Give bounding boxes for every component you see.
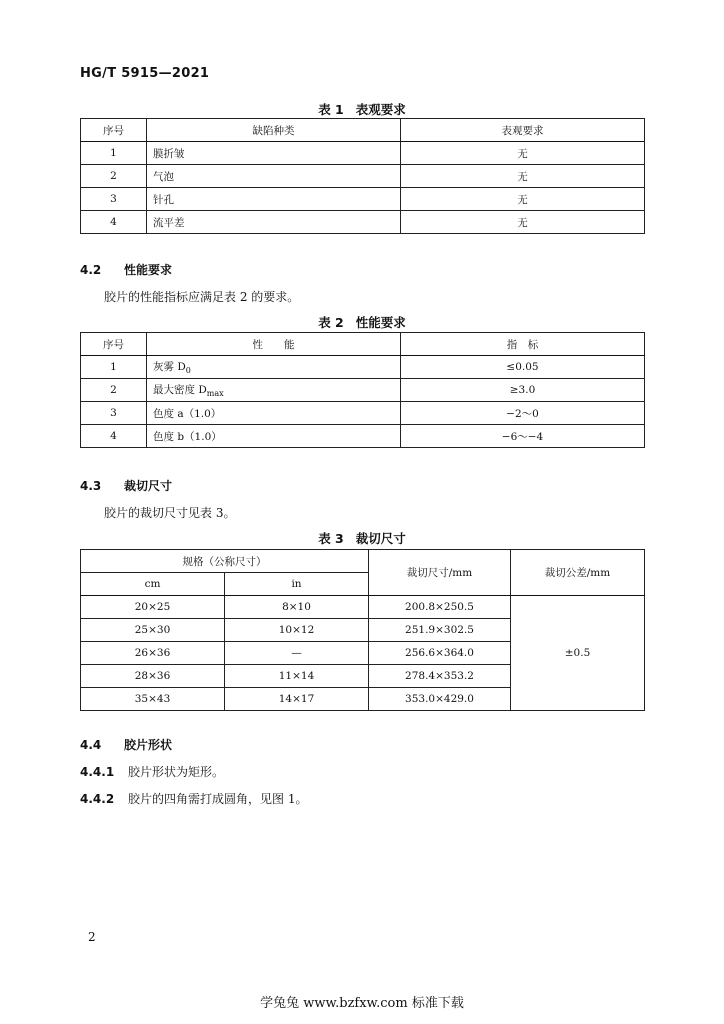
table3-header-in: in [225, 573, 369, 596]
table2-cell-no: 4 [81, 425, 147, 448]
table2-cell-prop [147, 379, 401, 402]
table-row [81, 165, 645, 188]
table3-cell-size: 200.8×250.5 [369, 596, 511, 619]
table3-cell-size: 251.9×302.5 [369, 619, 511, 642]
section-number: 4.2 [80, 263, 102, 277]
table3-header-cm: cm [81, 573, 225, 596]
table3-caption [0, 529, 724, 547]
prop-subscript: 0 [185, 366, 191, 376]
section-4-2-heading [80, 261, 172, 278]
section-title: 裁切尺寸 [124, 479, 173, 493]
table2-cell-prop: 色度 b（1.0） [147, 425, 401, 448]
table2-header-value: 指 标 [401, 333, 645, 356]
table1-header-no: 序号 [81, 119, 147, 142]
subsection-number: 4.4.2 [80, 792, 115, 806]
table1-cell-no: 2 [81, 165, 147, 188]
table2-cell-no: 3 [81, 402, 147, 425]
table2-header-no: 序号 [81, 333, 147, 356]
table2-cell-prop [147, 356, 401, 379]
table1-cell-defect: 流平差 [147, 211, 401, 234]
table-row [81, 596, 645, 619]
table3-cell-size: 353.0×429.0 [369, 688, 511, 711]
table-row [81, 425, 645, 448]
table-row [81, 188, 645, 211]
table1-cell-req: 无 [401, 142, 645, 165]
table2-header-row [81, 333, 645, 356]
table3-header-spec: 规格（公称尺寸） [81, 550, 369, 573]
table3-cell-cm: 25×30 [81, 619, 225, 642]
table3-header-row-1 [81, 550, 645, 573]
section-title: 性能要求 [124, 263, 173, 277]
table3-cell-size: 278.4×353.2 [369, 665, 511, 688]
table1-cell-req: 无 [401, 165, 645, 188]
subsection-4-4-1 [80, 763, 224, 780]
section-4-3-heading [80, 477, 172, 494]
section-4-4-heading [80, 736, 172, 753]
table-row [81, 356, 645, 379]
table3-cell-in: 10×12 [225, 619, 369, 642]
table1-cell-no: 1 [81, 142, 147, 165]
table2-cell-value: ≤0.05 [401, 356, 645, 379]
table-row [81, 402, 645, 425]
table-row [81, 142, 645, 165]
table2-cell-value: ≥3.0 [401, 379, 645, 402]
table2-cell-no: 2 [81, 379, 147, 402]
table1-header-req: 表观要求 [401, 119, 645, 142]
table2-header-prop: 性 能 [147, 333, 401, 356]
footer-watermark: 学兔兔 www.bzfxw.com 标准下载 [260, 996, 464, 1011]
prop-subscript: max [206, 389, 224, 399]
document-code: HG/T 5915—2021 [80, 66, 210, 81]
table3-cell-cm: 35×43 [81, 688, 225, 711]
table1-cell-req: 无 [401, 188, 645, 211]
table2-cell-no: 1 [81, 356, 147, 379]
table1-cell-defect: 气泡 [147, 165, 401, 188]
table1-cell-req: 无 [401, 211, 645, 234]
table2-cell-prop: 色度 a（1.0） [147, 402, 401, 425]
table3-cell-in: 14×17 [225, 688, 369, 711]
table1-caption-num: 表 1 [318, 102, 344, 117]
table-row [81, 211, 645, 234]
table3-cell-tolerance: ±0.5 [511, 596, 645, 711]
section-4-3-paragraph: 胶片的裁切尺寸见表 3。 [104, 506, 236, 520]
subsection-text: 胶片的四角需打成圆角，见图 1。 [128, 792, 308, 806]
table2-caption [0, 313, 724, 331]
table1-cell-no: 4 [81, 211, 147, 234]
prop-text: 灰雾 D [153, 360, 186, 373]
table1 [80, 118, 645, 234]
table3-cell-cm: 20×25 [81, 596, 225, 619]
table2-cell-value: −6～−4 [401, 425, 645, 448]
section-4-2-paragraph: 胶片的性能指标应满足表 2 的要求。 [104, 290, 300, 304]
table2-caption-num: 表 2 [318, 315, 344, 330]
table2-caption-title: 性能要求 [355, 315, 406, 330]
table3-cell-in: — [225, 642, 369, 665]
table3-cell-in: 11×14 [225, 665, 369, 688]
table3-cell-cm: 28×36 [81, 665, 225, 688]
table1-cell-no: 3 [81, 188, 147, 211]
table3-header-size: 裁切尺寸/mm [369, 550, 511, 596]
page-number: 2 [88, 930, 96, 944]
table3 [80, 549, 645, 711]
section-number: 4.3 [80, 479, 102, 493]
table1-caption [0, 100, 724, 118]
table3-cell-in: 8×10 [225, 596, 369, 619]
table-row [81, 379, 645, 402]
prop-text: 最大密度 D [153, 383, 207, 396]
table1-header-defect: 缺陷种类 [147, 119, 401, 142]
table1-cell-defect: 针孔 [147, 188, 401, 211]
subsection-4-4-2 [80, 790, 307, 807]
table3-cell-size: 256.6×364.0 [369, 642, 511, 665]
table2 [80, 332, 645, 448]
table3-caption-num: 表 3 [318, 531, 344, 546]
section-title: 胶片形状 [124, 738, 173, 752]
table3-header-tol: 裁切公差/mm [511, 550, 645, 596]
table1-cell-defect: 膜折皱 [147, 142, 401, 165]
table3-caption-title: 裁切尺寸 [355, 531, 406, 546]
table1-caption-title: 表观要求 [355, 102, 406, 117]
table1-header-row [81, 119, 645, 142]
table3-cell-cm: 26×36 [81, 642, 225, 665]
subsection-number: 4.4.1 [80, 765, 115, 779]
table2-cell-value: −2～0 [401, 402, 645, 425]
section-number: 4.4 [80, 738, 102, 752]
subsection-text: 胶片形状为矩形。 [128, 765, 225, 779]
